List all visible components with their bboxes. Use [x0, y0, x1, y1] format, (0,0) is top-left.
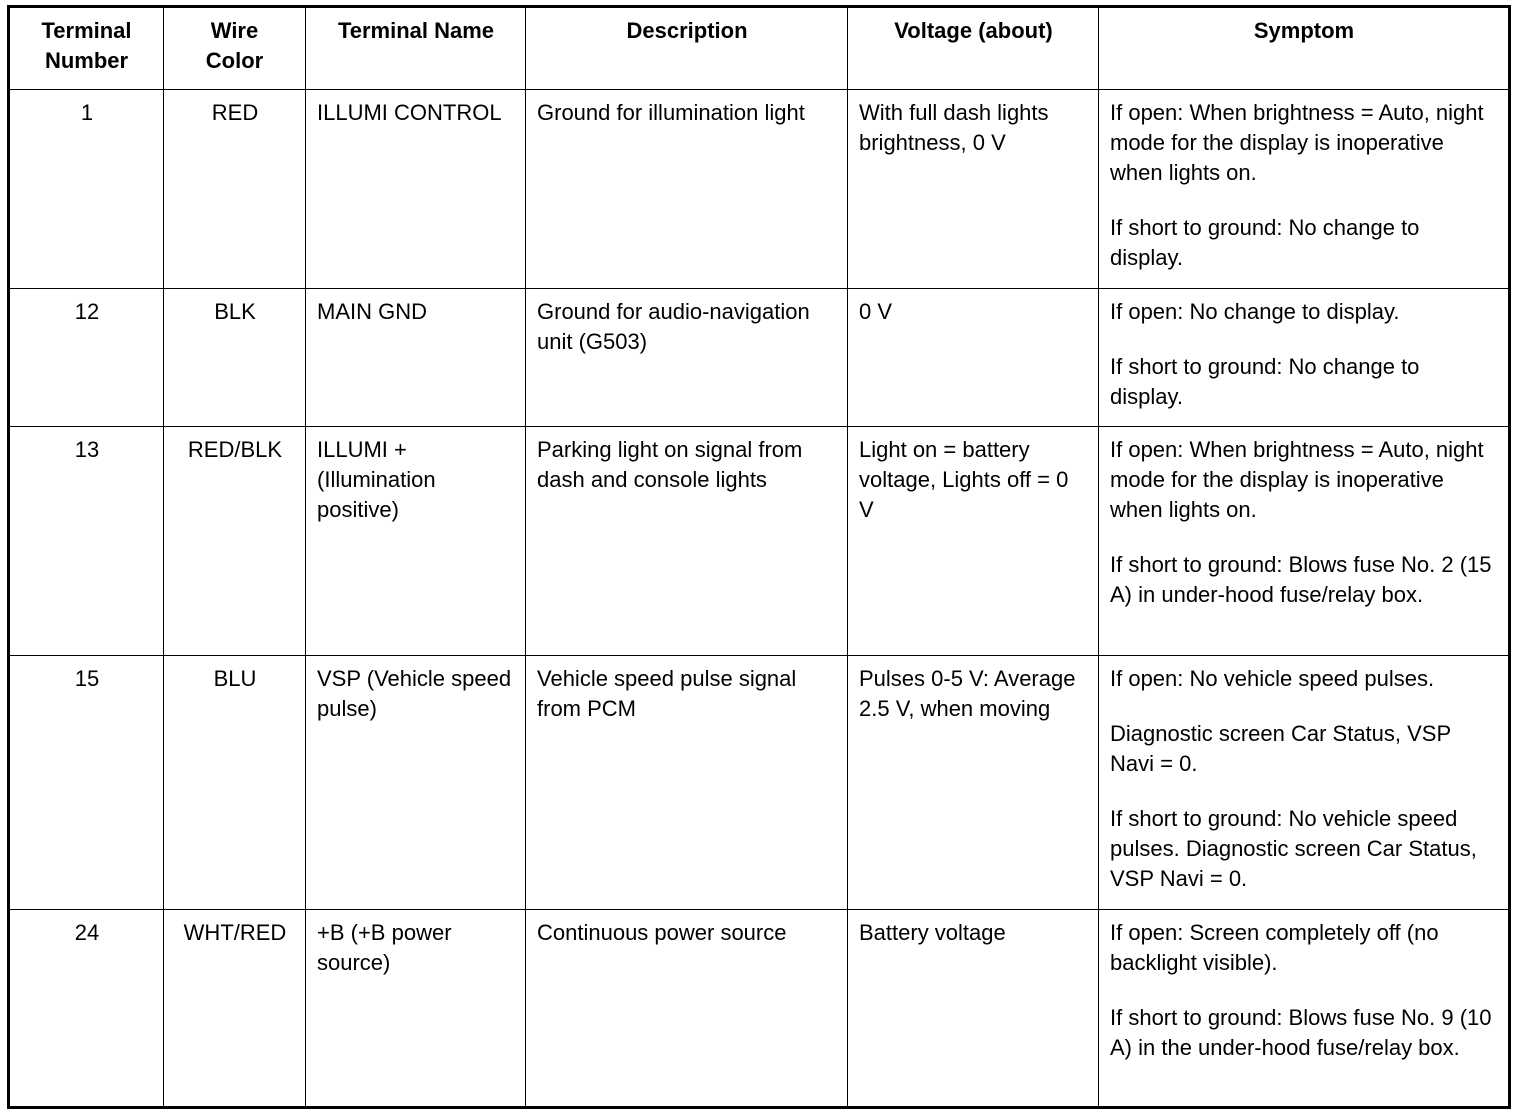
symptom-cell — [1099, 656, 1510, 910]
symptom-cell — [1099, 90, 1510, 289]
voltage-cell: Light on = battery voltage, Lights off = 0 V — [848, 427, 1099, 656]
wire-color-cell: BLK — [164, 289, 306, 427]
terminal-name-cell: ILLUMI + (Illumination positive) — [306, 427, 526, 656]
voltage-cell: Battery voltage — [848, 910, 1099, 1108]
header-terminal-name: Terminal Name — [306, 7, 526, 90]
terminal-number-cell: 15 — [9, 656, 164, 910]
terminal-name-cell: ILLUMI CONTROL — [306, 90, 526, 289]
symptom-paragraph: If short to ground: No change to display. — [1110, 354, 1420, 409]
terminal-number-cell: 13 — [9, 427, 164, 656]
voltage-cell: With full dash lights brightness, 0 V — [848, 90, 1099, 289]
connector-terminal-table — [7, 5, 1511, 1109]
table-row — [9, 289, 1510, 427]
terminal-name-cell: MAIN GND — [306, 289, 526, 427]
description-cell: Continuous power source — [526, 910, 848, 1108]
terminal-number-cell: 24 — [9, 910, 164, 1108]
header-voltage: Voltage (about) — [848, 7, 1099, 90]
symptom-paragraph: If short to ground: No change to display. — [1110, 215, 1420, 270]
table-row — [9, 910, 1510, 1108]
symptom-paragraph: If open: No change to display. — [1110, 299, 1400, 324]
header-wire-color: Wire Color — [164, 7, 306, 90]
symptom-paragraph: If short to ground: No vehicle speed pulses. Diagnostic screen Car Status, VSP Navi = 0. — [1110, 806, 1477, 891]
table-row — [9, 656, 1510, 910]
voltage-cell: Pulses 0-5 V: Average 2.5 V, when moving — [848, 656, 1099, 910]
terminal-number-cell: 12 — [9, 289, 164, 427]
symptom-cell — [1099, 289, 1510, 427]
symptom-paragraph: If short to ground: Blows fuse No. 9 (10 A) in the under-hood fuse/relay box. — [1110, 1005, 1492, 1060]
header-description: Description — [526, 7, 848, 90]
symptom-paragraph: If open: Screen completely off (no backlight visible). — [1110, 920, 1439, 975]
header-symptom: Symptom — [1099, 7, 1510, 90]
symptom-paragraph: If open: No vehicle speed pulses. — [1110, 666, 1435, 691]
symptom-paragraph: Diagnostic screen Car Status, VSP Navi = 0. — [1110, 721, 1451, 776]
symptom-paragraph: If open: When brightness = Auto, night mode for the display is inoperative when lights on. — [1110, 437, 1484, 522]
description-cell: Vehicle speed pulse signal from PCM — [526, 656, 848, 910]
wire-color-cell: WHT/RED — [164, 910, 306, 1108]
wire-color-cell: RED — [164, 90, 306, 289]
description-cell: Ground for illumination light — [526, 90, 848, 289]
terminal-number-cell: 1 — [9, 90, 164, 289]
symptom-cell — [1099, 910, 1510, 1108]
terminal-name-cell: +B (+B power source) — [306, 910, 526, 1108]
table-row — [9, 427, 1510, 656]
header-terminal-number: Terminal Number — [9, 7, 164, 90]
wire-color-cell: RED/BLK — [164, 427, 306, 656]
description-cell: Parking light on signal from dash and console lights — [526, 427, 848, 656]
voltage-cell: 0 V — [848, 289, 1099, 427]
terminal-name-cell: VSP (Vehicle speed pulse) — [306, 656, 526, 910]
symptom-cell — [1099, 427, 1510, 656]
header-row — [9, 7, 1510, 90]
symptom-paragraph: If short to ground: Blows fuse No. 2 (15 A) in under-hood fuse/relay box. — [1110, 552, 1492, 607]
description-cell: Ground for audio-navigation unit (G503) — [526, 289, 848, 427]
wire-color-cell: BLU — [164, 656, 306, 910]
table-row — [9, 90, 1510, 289]
symptom-paragraph: If open: When brightness = Auto, night mode for the display is inoperative when lights on. — [1110, 100, 1484, 185]
